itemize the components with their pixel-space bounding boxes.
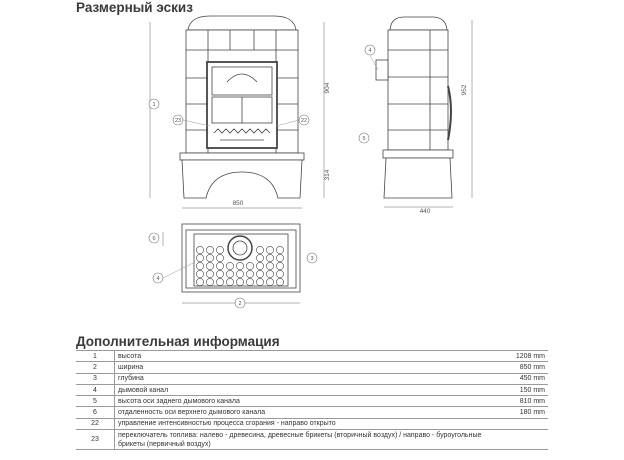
tile-circle bbox=[246, 262, 253, 269]
tile-circle bbox=[196, 270, 203, 277]
table-row bbox=[76, 351, 548, 362]
tile-circle bbox=[246, 270, 253, 277]
callout-1: 1 bbox=[152, 102, 156, 108]
side-view bbox=[376, 17, 453, 198]
row-number: 4 bbox=[76, 384, 115, 395]
table-row bbox=[76, 362, 548, 373]
callout-2: 2 bbox=[238, 301, 242, 307]
row-label: высота bbox=[115, 351, 493, 362]
callout-23: 23 bbox=[174, 118, 182, 124]
row-label: глубина bbox=[115, 373, 493, 384]
tile-circle bbox=[196, 262, 203, 269]
tile-circle bbox=[196, 254, 203, 261]
table-row bbox=[76, 418, 548, 429]
callout-5: 5 bbox=[362, 136, 366, 142]
table-row bbox=[76, 396, 548, 407]
row-value: 450 mm bbox=[492, 373, 548, 384]
row-value: 850 mm bbox=[492, 362, 548, 373]
callout-4-top: 4 bbox=[156, 276, 160, 282]
dim-width: 850 bbox=[232, 200, 244, 207]
tile-circle bbox=[276, 254, 283, 261]
table-row bbox=[76, 430, 548, 450]
dim-depth: 440 bbox=[419, 208, 431, 215]
row-value: 180 mm bbox=[492, 407, 548, 418]
sketch-title: Размерный эскиз bbox=[76, 0, 193, 15]
row-number: 6 bbox=[76, 407, 115, 418]
tile-circle bbox=[196, 246, 203, 253]
table-row bbox=[76, 384, 548, 395]
tile-circle bbox=[246, 278, 253, 285]
table-row bbox=[76, 373, 548, 384]
row-value: 150 mm bbox=[492, 384, 548, 395]
row-value bbox=[492, 430, 548, 450]
info-title: Дополнительная информация bbox=[76, 334, 280, 349]
callout-6: 6 bbox=[152, 236, 156, 242]
tile-circle bbox=[216, 246, 223, 253]
table-row bbox=[76, 407, 548, 418]
tile-circle bbox=[236, 278, 243, 285]
row-label: ширина bbox=[115, 362, 493, 373]
tile-circle bbox=[276, 278, 283, 285]
tile-circle bbox=[206, 278, 213, 285]
tile-circle bbox=[206, 246, 213, 253]
tile-circle bbox=[266, 278, 273, 285]
row-label: отдаленность оси верхнего дымового канала bbox=[115, 407, 493, 418]
tile-circle bbox=[206, 262, 213, 269]
dim-base-height: 314 bbox=[324, 169, 331, 181]
row-label: высота оси заднего дымового канала bbox=[115, 396, 493, 407]
dim-side-height: 952 bbox=[461, 84, 468, 96]
front-view bbox=[180, 16, 304, 198]
tile-circle bbox=[266, 270, 273, 277]
tile-circle bbox=[216, 278, 223, 285]
tile-circle bbox=[206, 270, 213, 277]
tile-circle bbox=[266, 254, 273, 261]
tile-circle bbox=[256, 278, 263, 285]
tile-circle bbox=[196, 278, 203, 285]
tile-circle bbox=[256, 246, 263, 253]
row-label: дымовой канал bbox=[115, 384, 493, 395]
row-number: 23 bbox=[76, 430, 115, 450]
callout-3: 3 bbox=[310, 256, 314, 262]
tile-circle bbox=[226, 278, 233, 285]
tile-circle bbox=[226, 262, 233, 269]
tile-circle bbox=[256, 262, 263, 269]
row-label: управление интенсивностью процесса сгорания - направо открыто bbox=[115, 418, 493, 429]
row-value: 810 mm bbox=[492, 396, 548, 407]
tile-circle bbox=[276, 246, 283, 253]
tile-circle bbox=[226, 270, 233, 277]
row-value bbox=[492, 418, 548, 429]
callout-22: 22 bbox=[300, 118, 308, 124]
dim-front-height: 904 bbox=[324, 82, 331, 94]
row-value: 1208 mm bbox=[492, 351, 548, 362]
tile-circle bbox=[256, 270, 263, 277]
tile-circle bbox=[266, 262, 273, 269]
callout-4-side: 4 bbox=[368, 48, 372, 54]
tile-circle bbox=[276, 270, 283, 277]
info-table bbox=[76, 350, 548, 450]
tile-circle bbox=[256, 254, 263, 261]
tile-circle bbox=[236, 262, 243, 269]
tile-circle bbox=[216, 262, 223, 269]
tile-circle bbox=[216, 270, 223, 277]
row-label: переключатель топлива: налево - древесина, древесные брикеты (вторичный воздух) / направо - буроугольные брикеты (первичный воздух) bbox=[115, 430, 493, 450]
row-number: 22 bbox=[76, 418, 115, 429]
tile-circle bbox=[276, 262, 283, 269]
tile-circle bbox=[266, 246, 273, 253]
tile-circle bbox=[216, 254, 223, 261]
row-number: 1 bbox=[76, 351, 115, 362]
row-number: 5 bbox=[76, 396, 115, 407]
row-number: 3 bbox=[76, 373, 115, 384]
tile-circle bbox=[236, 270, 243, 277]
tile-circle bbox=[206, 254, 213, 261]
row-number: 2 bbox=[76, 362, 115, 373]
